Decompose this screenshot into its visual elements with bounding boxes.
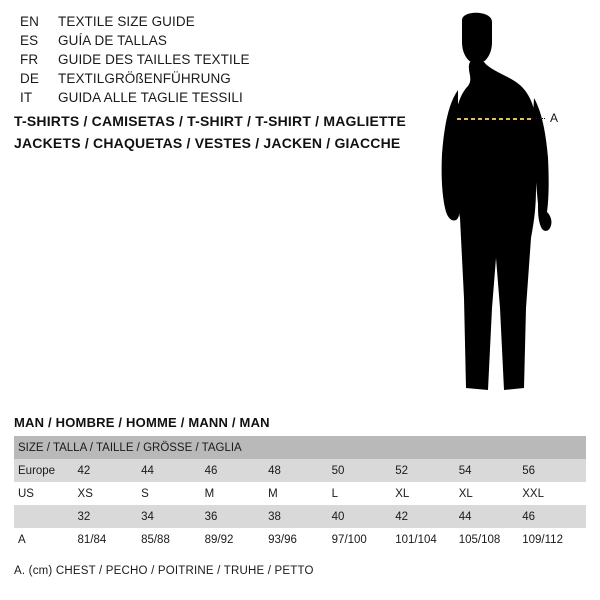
language-row — [20, 71, 400, 90]
table-cell: XL — [459, 482, 523, 505]
table-cell: 40 — [332, 505, 396, 528]
measure-label-a: A — [550, 111, 559, 125]
language-text: TEXTILE SIZE GUIDE — [58, 14, 195, 29]
table-cell: 89/92 — [205, 528, 269, 551]
table-cell: S — [141, 482, 205, 505]
table-cell: 93/96 — [268, 528, 332, 551]
language-text: GUÍA DE TALLAS — [58, 33, 167, 48]
table-cell: 50 — [332, 459, 396, 482]
language-code: DE — [20, 71, 39, 86]
table-cell: 36 — [205, 505, 269, 528]
table-cell: 32 — [78, 505, 142, 528]
language-code: EN — [20, 14, 39, 29]
language-row — [20, 90, 400, 109]
row-label: US — [14, 482, 78, 505]
table-row — [14, 482, 586, 505]
language-list — [20, 14, 400, 109]
table-cell: XXL — [522, 482, 586, 505]
language-text: GUIDE DES TAILLES TEXTILE — [58, 52, 250, 67]
table-cell: 44 — [459, 505, 523, 528]
size-table-section — [14, 415, 586, 577]
language-code: FR — [20, 52, 39, 67]
language-row — [20, 14, 400, 33]
table-cell: 34 — [141, 505, 205, 528]
language-row — [20, 33, 400, 52]
category-jackets: JACKETS / CHAQUETAS / VESTES / JACKEN / GIACCHE — [14, 135, 401, 151]
table-cell: L — [332, 482, 396, 505]
category-headings — [14, 110, 434, 154]
size-table — [14, 436, 586, 551]
table-cell: M — [268, 482, 332, 505]
table-cell: 109/112 — [522, 528, 586, 551]
category-tshirts: T-SHIRTS / CAMISETAS / T-SHIRT / T-SHIRT / MAGLIETTE — [14, 113, 407, 129]
table-header-label: SIZE / TALLA / TAILLE / GRÖSSE / TAGLIA — [14, 436, 586, 459]
table-row — [14, 528, 586, 551]
language-text: TEXTILGRÖßENFÜHRUNG — [58, 71, 231, 86]
table-row — [14, 459, 586, 482]
row-label — [14, 505, 78, 528]
body-figure — [400, 8, 600, 408]
table-cell: 38 — [268, 505, 332, 528]
table-cell: 42 — [78, 459, 142, 482]
table-cell: 101/104 — [395, 528, 459, 551]
table-cell: 81/84 — [78, 528, 142, 551]
table-cell: 56 — [522, 459, 586, 482]
language-code: ES — [20, 33, 39, 48]
row-label: A — [14, 528, 78, 551]
table-title: MAN / HOMBRE / HOMME / MANN / MAN — [14, 415, 270, 430]
row-label: Europe — [14, 459, 78, 482]
table-header-row — [14, 436, 586, 459]
table-cell: 105/108 — [459, 528, 523, 551]
table-cell: XL — [395, 482, 459, 505]
table-cell: 44 — [141, 459, 205, 482]
table-cell: 42 — [395, 505, 459, 528]
table-cell: 54 — [459, 459, 523, 482]
table-cell: 46 — [205, 459, 269, 482]
measure-leader-line — [531, 118, 545, 119]
language-code: IT — [20, 90, 33, 105]
table-cell: 52 — [395, 459, 459, 482]
table-row — [14, 505, 586, 528]
male-silhouette-icon — [400, 8, 600, 408]
table-cell: 48 — [268, 459, 332, 482]
table-cell: 85/88 — [141, 528, 205, 551]
table-footnote: A. (cm) CHEST / PECHO / POITRINE / TRUHE / PETTO — [14, 565, 314, 577]
language-row — [20, 52, 400, 71]
table-cell: 97/100 — [332, 528, 396, 551]
table-cell: XS — [78, 482, 142, 505]
table-cell: M — [205, 482, 269, 505]
table-cell: 46 — [522, 505, 586, 528]
language-text: GUIDA ALLE TAGLIE TESSILI — [58, 90, 243, 105]
